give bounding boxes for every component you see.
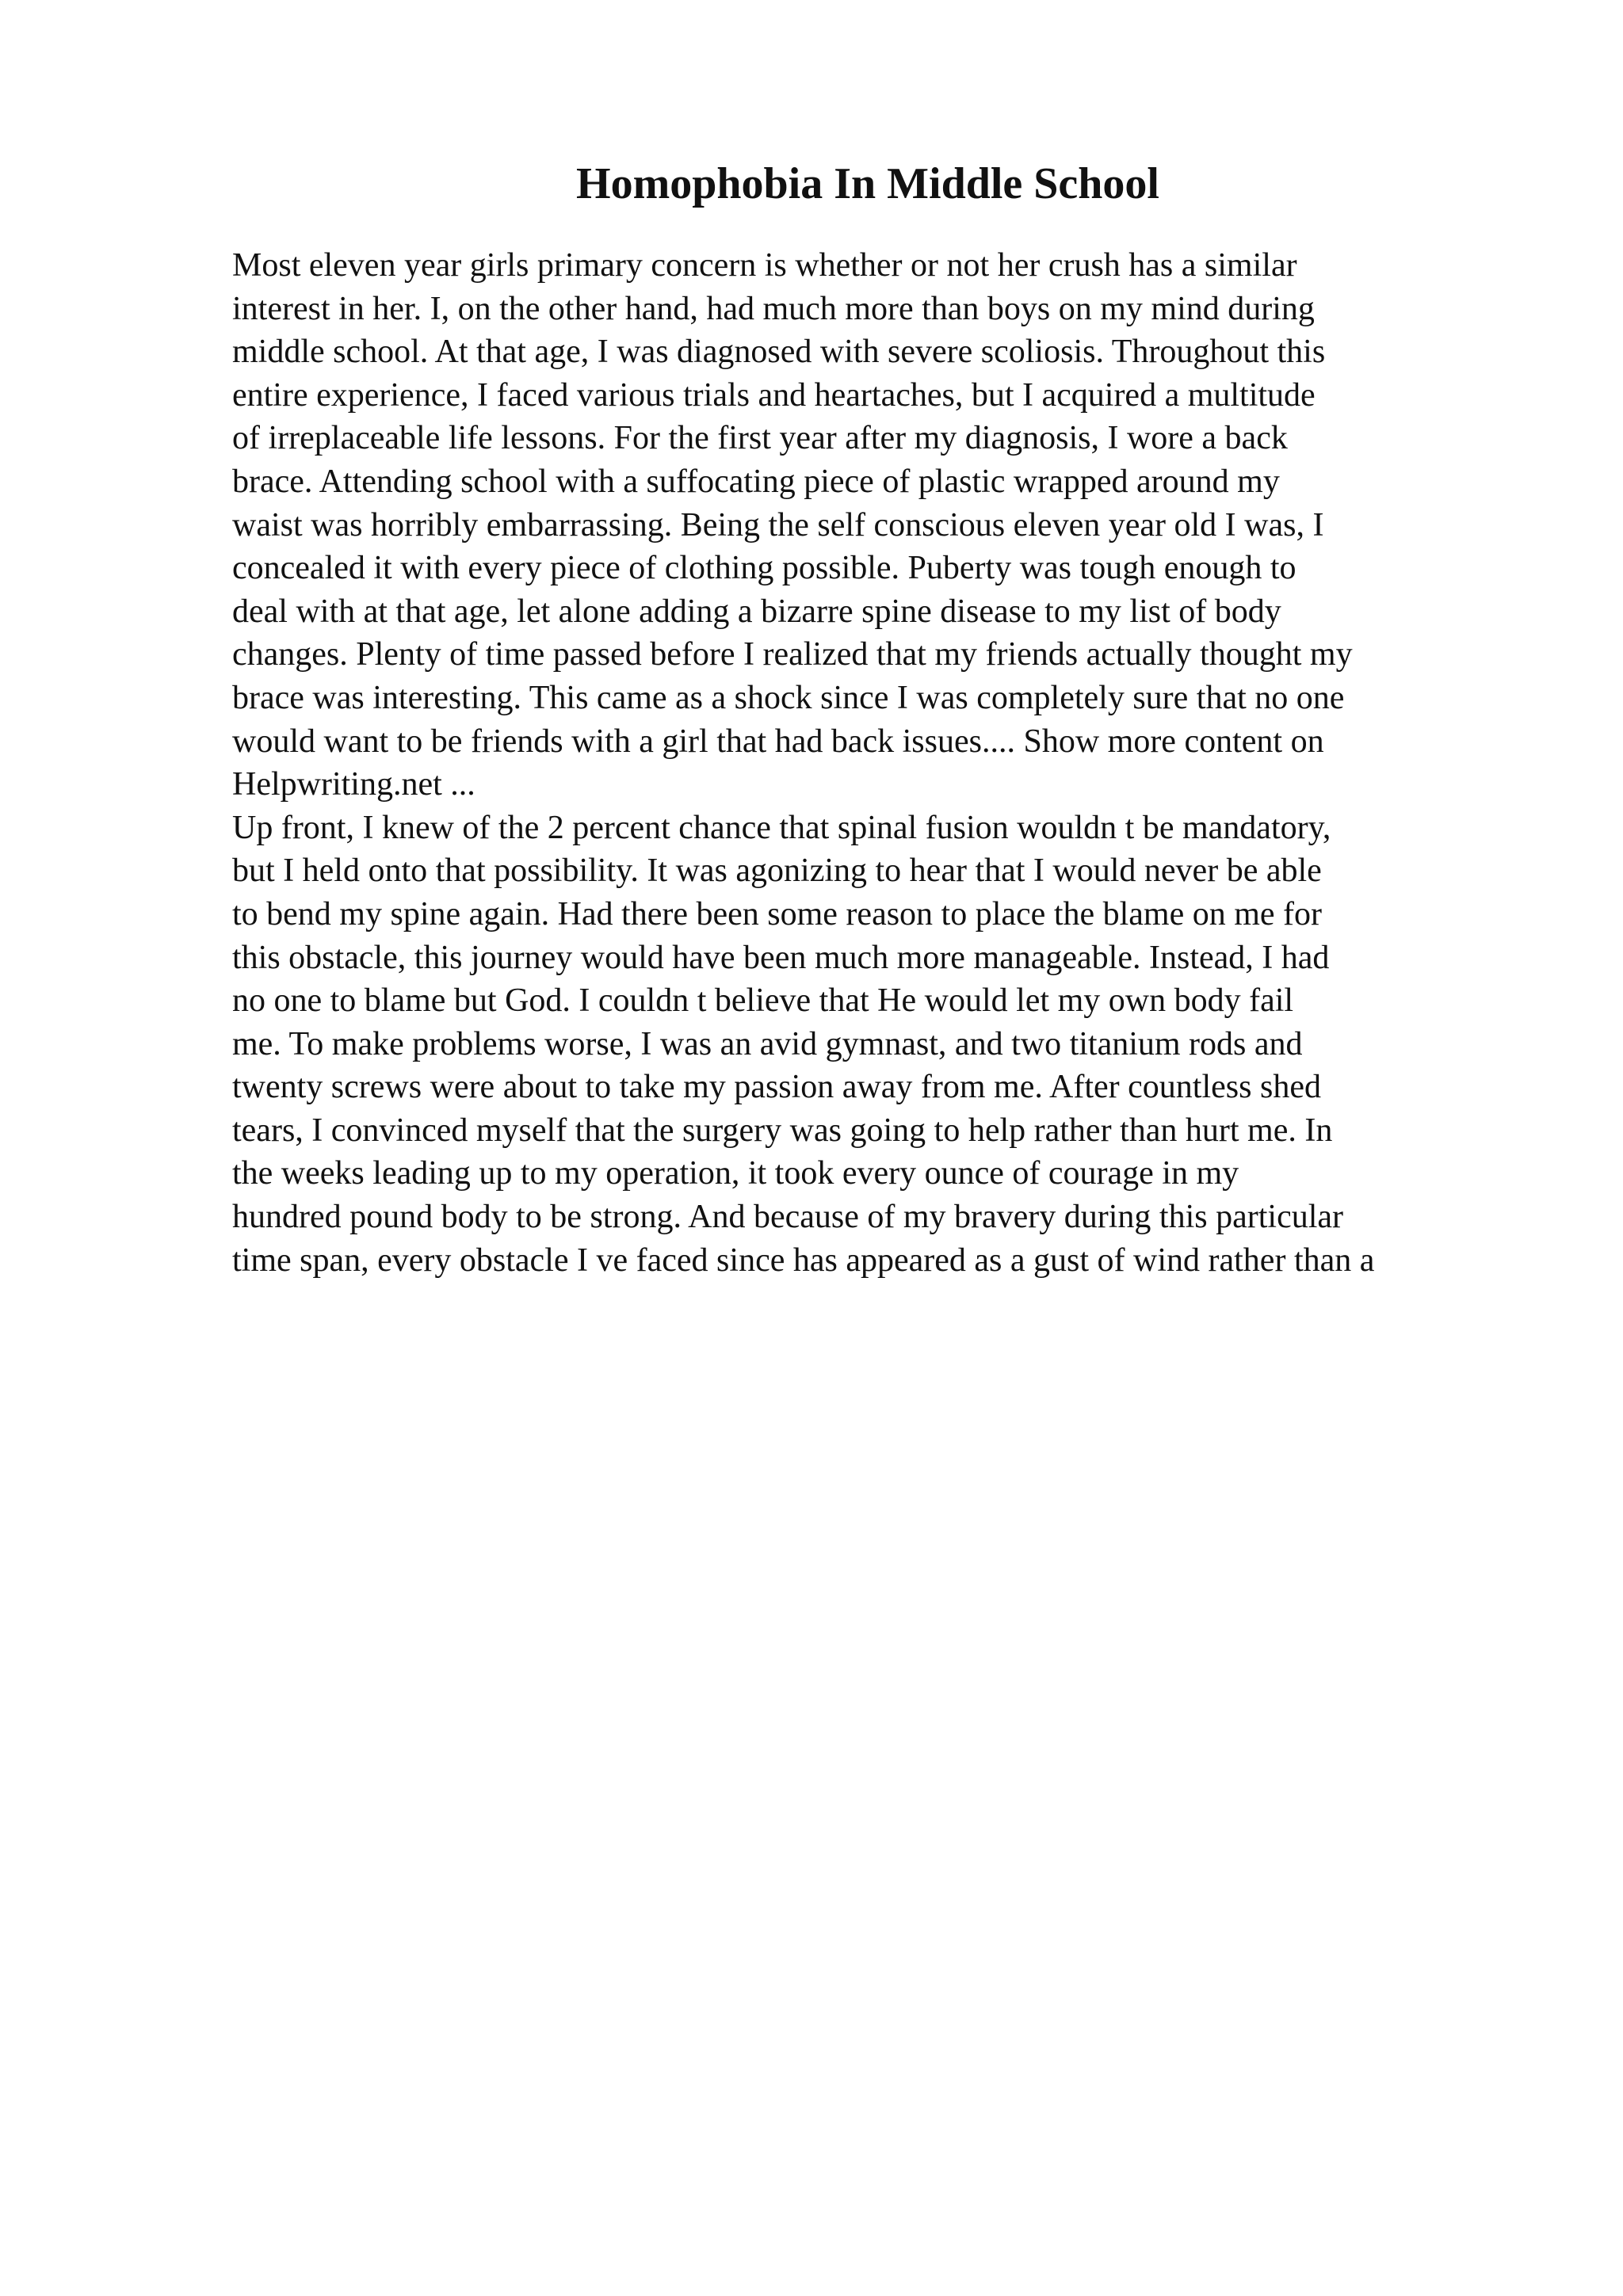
body-line: interest in her. I, on the other hand, had much more than boys on my mind during <box>232 290 1315 327</box>
body-line: entire experience, I faced various trials and heartaches, but I acquired a multitude <box>232 376 1316 414</box>
body-line: deal with at that age, let alone adding a bizarre spine disease to my list of body <box>232 593 1281 630</box>
body-line: tears, I convinced myself that the surgery was going to help rather than hurt me. In <box>232 1112 1333 1149</box>
body-line: changes. Plenty of time passed before I realized that my friends actually thought my <box>232 636 1353 673</box>
body-line: no one to blame but God. I couldn t believe that He would let my own body fail <box>232 982 1294 1020</box>
body-line: brace was interesting. This came as a shock since I was completely sure that no one <box>232 679 1345 716</box>
body-line: concealed it with every piece of clothing possible. Puberty was tough enough to <box>232 550 1296 587</box>
body-line: time span, every obstacle I ve faced since has appeared as a gust of wind rather than a <box>232 1241 1375 1279</box>
body-line: Most eleven year girls primary concern is whether or not her crush has a similar <box>232 247 1297 284</box>
body-line: this obstacle, this journey would have been much more manageable. Instead, I had <box>232 939 1330 976</box>
body-line: to bend my spine again. Had there been some reason to place the blame on me for <box>232 895 1323 933</box>
body-line: Helpwriting.net ... <box>232 766 475 803</box>
body-line: brace. Attending school with a suffocating piece of plastic wrapped around my <box>232 463 1280 500</box>
body-line: would want to be friends with a girl that had back issues.... Show more content on <box>232 723 1324 760</box>
body-line: waist was horribly embarrassing. Being the self conscious eleven year old I was, I <box>232 506 1324 543</box>
body-line: middle school. At that age, I was diagnosed with severe scoliosis. Throughout this <box>232 334 1326 371</box>
body-line: the weeks leading up to my operation, it took every ounce of courage in my <box>232 1155 1239 1192</box>
body-line: but I held onto that possibility. It was agonizing to hear that I would never be able <box>232 852 1322 890</box>
document-body <box>232 244 1595 1282</box>
document-title: Homophobia In Middle School <box>576 159 1159 208</box>
body-line: twenty screws were about to take my passion away from me. After countless shed <box>232 1069 1321 1106</box>
body-line: of irreplaceable life lessons. For the first year after my diagnosis, I wore a back <box>232 420 1288 457</box>
body-line: me. To make problems worse, I was an avid gymnast, and two titanium rods and <box>232 1025 1303 1062</box>
body-line: Up front, I knew of the 2 percent chance that spinal fusion wouldn t be mandatory, <box>232 809 1331 846</box>
body-line: hundred pound body to be strong. And because of my bravery during this particular <box>232 1199 1344 1236</box>
